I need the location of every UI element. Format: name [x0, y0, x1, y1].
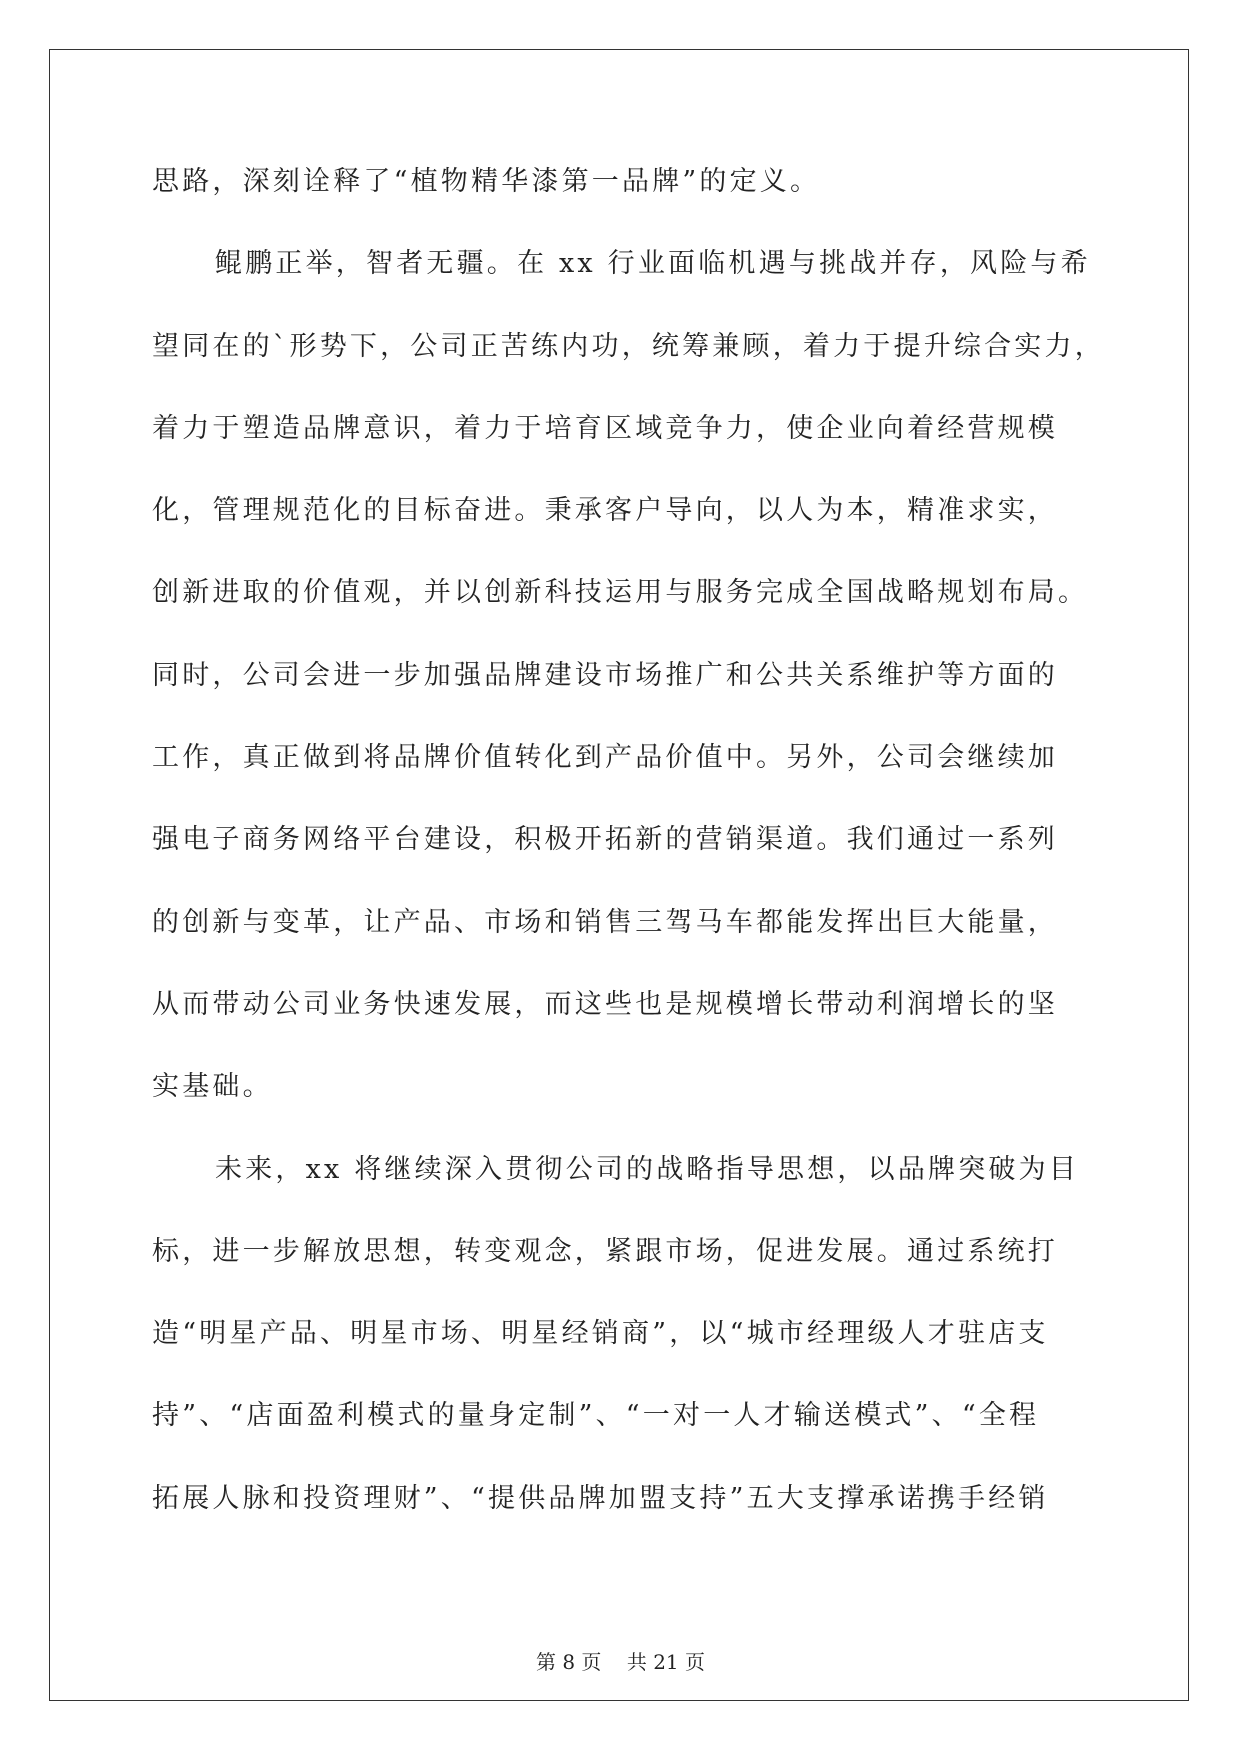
text-line: 造“明星产品、明星市场、明星经销商”，以“城市经理级人才驻店支	[152, 1318, 1049, 1350]
text-line: 强电子商务网络平台建设，积极开拓新的营销渠道。我们通过一系列	[152, 824, 1058, 856]
text-line: 着力于塑造品牌意识，着力于培育区域竞争力，使企业向着经营规模	[152, 412, 1058, 444]
text-line: 望同在的`形势下，公司正苦练内功，统筹兼顾，着力于提升综合实力，	[152, 330, 1105, 362]
text-line: 创新进取的价值观，并以创新科技运用与服务完成全国战略规划布局。	[152, 577, 1089, 609]
text-line: 持”、“店面盈利模式的量身定制”、“一对一人才输送模式”、“全程	[152, 1400, 1040, 1432]
page-number-footer: 第 8 页 共 21 页	[535, 1650, 706, 1674]
text-line: 思路，深刻诠释了“植物精华漆第一品牌”的定义。	[152, 166, 821, 197]
text-line: 鲲鹏正举，智者无疆。在 xx 行业面临机遇与挑战并存，风险与希	[215, 248, 1091, 280]
text-line: 拓展人脉和投资理财”、“提供品牌加盟支持”五大支撑承诺携手经销	[152, 1482, 1049, 1514]
text-line: 化，管理规范化的目标奋进。秉承客户导向，以人为本，精准求实，	[152, 495, 1058, 527]
text-line: 实基础。	[152, 1071, 273, 1103]
text-line: 标，进一步解放思想，转变观念，紧跟市场，促进发展。通过系统打	[152, 1235, 1058, 1267]
text-line: 未来，xx 将继续深入贯彻公司的战略指导思想，以品牌突破为目	[215, 1153, 1080, 1185]
text-line: 从而带动公司业务快速发展，而这些也是规模增长带动利润增长的坚	[152, 988, 1058, 1020]
text-line: 的创新与变革，让产品、市场和销售三驾马车都能发挥出巨大能量，	[152, 906, 1058, 938]
text-line: 工作，真正做到将品牌价值转化到产品价值中。另外，公司会继续加	[152, 742, 1058, 774]
text-line: 同时，公司会进一步加强品牌建设市场推广和公共关系维护等方面的	[152, 659, 1058, 691]
document-body	[152, 162, 1105, 1561]
